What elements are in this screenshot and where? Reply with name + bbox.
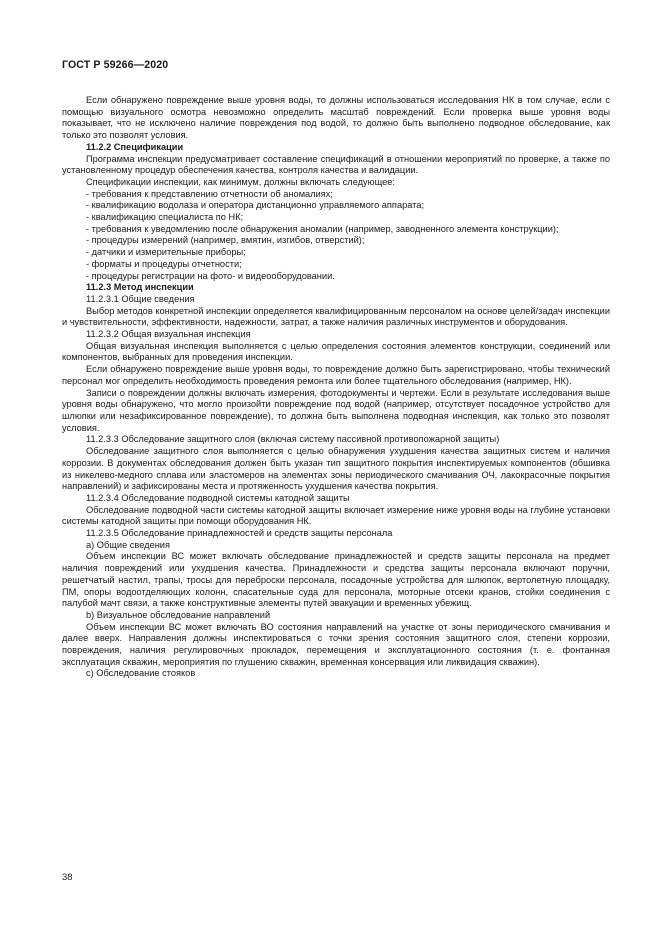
list-item: - квалификацию водолаза и оператора дистанционно управляемого аппарата; — [86, 200, 425, 211]
paragraph: Если обнаружено повреждение выше уровня воды, то повреждение должно быть зарегистрировано, чтобы технический персонал мог определить необходимость проведения ремонта или более тщательного обследования (например, НК). — [62, 364, 610, 386]
list-item: - требования к представлению отчетности об аномалиях; — [86, 188, 333, 199]
list-item: - датчики и измерительные приборы; — [86, 247, 246, 258]
section-heading: 11.2.2 Спецификации — [86, 141, 184, 152]
paragraph: Объем инспекции ВС может включать обследование принадлежностей и средств защиты персонала на предмет наличия повреждений или ухудшения качества. Принадлежности и средства защиты персонала включают поручни, решетчатый настил, трапы, тросы для переброски персонала, посадочные устройства для шлюпок, вертолетную площадку, ПМ, опоры водоотделяющих колонн, спасательные суда для персонала, моторные отсеки кранов, стойки соединения с палубой мачт связи, а также конструктивные элементы путей эвакуации и временных убежищ. — [62, 551, 610, 609]
subsection-title: 11.2.3.4 Обследование подводной системы катодной защиты — [86, 492, 350, 503]
list-item: - требования к уведомлению после обнаружения аномалии (например, заводненного элемента конструкции); — [86, 223, 559, 234]
paragraph: Объем инспекции ВС может включать ВО состояния направлений на участке от зоны периодического смачивания и далее вверх. Направления должны инспектироваться с точки зрения состояния защитного слоя, степени коррозии, повреждения, наличия регулировочных прокладок, перемещения и эксплуатационного состояния (т. е. фонтанная эксплуатация скважин, мероприятия по глушению скважин, временная консервация или ликвидация скважин). — [62, 621, 610, 667]
paragraph: Обследование подводной части системы катодной защиты включает измерение ниже уровня воды на глубине установки системы катодной защиты при помощи оборудования НК. — [62, 504, 610, 527]
paragraph: Общая визуальная инспекция выполняется с целью определения состояния элементов конструкции, соединений или компонентов, выбранных для проведения инспекции. — [62, 340, 610, 363]
document-body — [62, 95, 610, 680]
item-title: а) Общие сведения — [86, 539, 170, 550]
item-title: b) Визуальное обследование направлений — [86, 609, 271, 620]
paragraph: Записи о повреждении должны включать измерения, фотодокументы и чертежи. Если в результате исследования выше уровня воды обнаружено, что могло произойти повреждение под водой (например, отсутствует посадочное устройство для шлюпки или незафиксированное повреждение), то должна быть выполнена подводная инспекция, как только это позволят условия. — [62, 387, 610, 433]
paragraph: Обследование защитного слоя выполняется с целью обнаружения ухудшения качества защитных систем и наличия коррозии. В документах обследования должен быть указан тип защитного покрытия инспектируемых компонентов (обшивка из никелево-медного сплава или эластомеров на элементах зоны периодического смачивания ОЧ, лакокрасочные покрытия направлений) и зафиксированы места и протяженность ухудшения качества покрытия. — [62, 446, 610, 492]
paragraph: Выбор методов конкретной инспекции определяется квалифицированным персоналом на основе целей/задач инспекции и чувствительности, эффективности, надежности, затрат, а также наличия различных инструментов и оборудования. — [62, 305, 610, 328]
item-title: c) Обследование стояков — [86, 668, 196, 679]
section-heading: 11.2.3 Метод инспекции — [86, 282, 194, 293]
paragraph: Если обнаружено повреждение выше уровня воды, то должны использоваться исследования НК в том случае, если с помощью визуального осмотра невозможно определить масштаб повреждений. Если проверка выше уровня воды показывает, что не исключено наличие повреждения под водой, то должно быть выполнено подводное обследование, как только это позволят условия. — [62, 95, 610, 141]
paragraph: Спецификации инспекции, как минимум, должны включать следующее: — [86, 176, 395, 187]
list-item: - квалификацию специалиста по НК; — [86, 212, 244, 223]
subsection-title: 11.2.3.1 Общие сведения — [86, 293, 195, 304]
list-item: - форматы и процедуры отчетности; — [86, 258, 242, 269]
document-header: ГОСТ Р 59266—2020 — [62, 59, 169, 71]
subsection-title: 11.2.3.3 Обследование защитного слоя (включая систему пассивной противопожарной защиты) — [86, 434, 500, 445]
page-number: 38 — [62, 872, 73, 883]
list-item: - процедуры измерений (например, вмятин, изгибов, отверстий); — [86, 235, 365, 246]
subsection-title: 11.2.3.5 Обследование принадлежностей и средств защиты персонала — [86, 528, 393, 539]
paragraph: Программа инспекции предусматривает составление спецификаций в отношении мероприятий по проверке, а также по установленному процедур обеспечения качества, контроля качества и валидации. — [62, 153, 610, 176]
list-item: - процедуры регистрации на фото- и видеооборудовании. — [86, 270, 335, 281]
subsection-title: 11.2.3.2 Общая визуальная инспекция — [86, 329, 251, 340]
